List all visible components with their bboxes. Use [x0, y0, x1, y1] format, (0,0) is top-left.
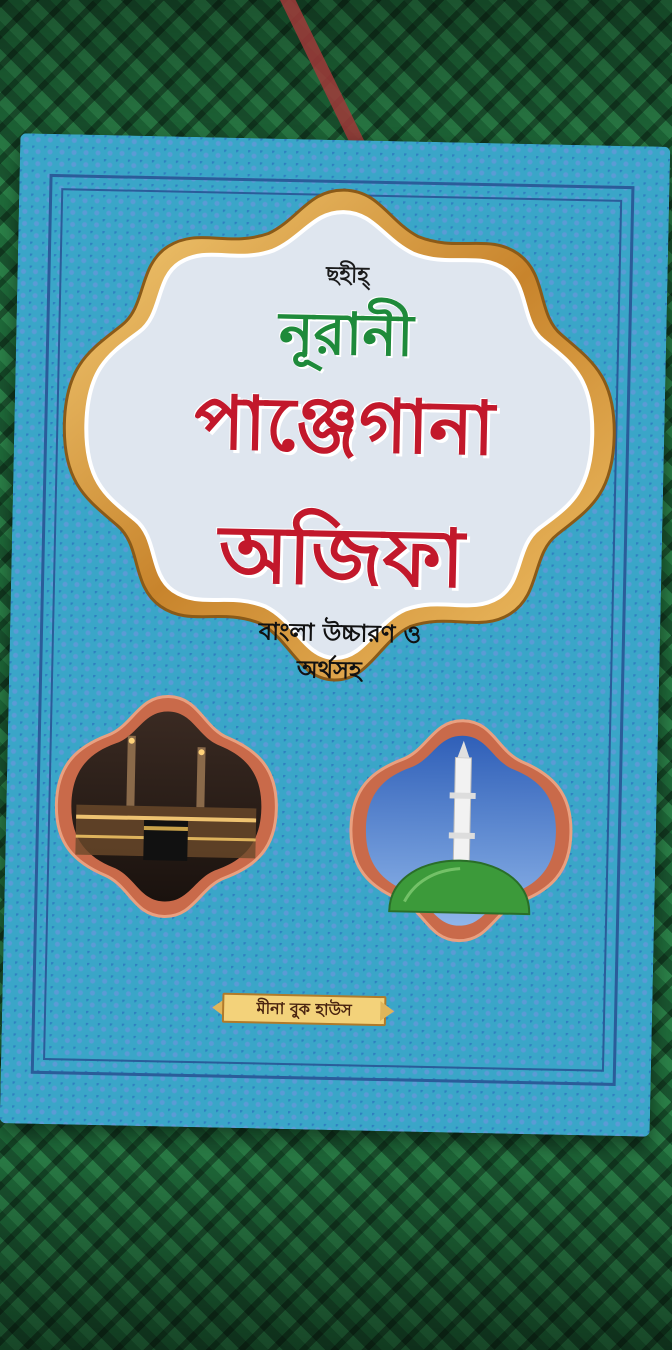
title-main-line-2: অজিফা: [217, 507, 466, 606]
publisher-ribbon: মীনা বুক হাউস: [222, 993, 387, 1026]
pre-title: ছহীহ্: [325, 262, 370, 289]
subtitle-line-1: বাংলা উচ্চারণ ও: [258, 617, 422, 649]
subtitle-line-2: অর্থসহ: [296, 655, 362, 685]
kaaba-night-icon: [54, 694, 279, 919]
title-main-line-1: পাঞ্জেগানা: [193, 380, 496, 473]
green-dome-minaret-icon: [349, 718, 574, 943]
book-cover: [0, 133, 670, 1136]
shadow-bottom: [0, 1130, 672, 1350]
title-green: নূরানী: [278, 298, 415, 370]
